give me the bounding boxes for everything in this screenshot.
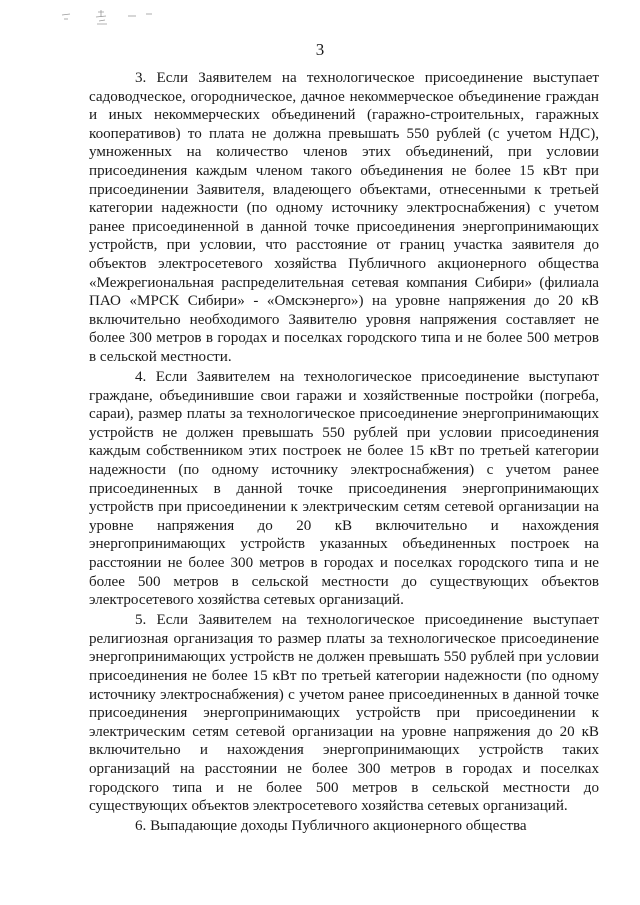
document-body [89,69,599,836]
paragraph-6: 6. Выпадающие доходы Публичного акционерного общества [135,818,527,835]
paragraph-4: 4. Если Заявителем на технологическое присоединение выступают граждане, объединившие свои гаражи и хозяйственные постройки (погреба, сараи), размер платы за технологическое присоединение энергопринимающих устройств не должен превышать 550 рублей при условии присоединения каждым собственником этих построек не более 15 кВт по третьей категории надежности (по одному источнику электроснабжения) с учетом ранее присоединенных в данной точке присоединения энергопринимающих устройств при присоединении к электрическим сетям сетевой организации на уровне напряжения до 20 кВ включительно и нахождения энергопринимающих устройств указанных объединенных построек на расстоянии не более 300 метров в городах и поселках городского типа и не более 500 метров в сельской местности до существующих объектов электросетевого хозяйства сетевых организаций. [89,369,599,609]
page-number: 3 [315,40,325,59]
paragraph-3: 3. Если Заявителем на технологическое присоединение выступает садоводческое, огородническое, дачное некоммерческое объединение граждан и иных некоммерческих объединений (гаражно-строительных, гаражных кооперативов) то плата не должна превышать 550 рублей (с учетом НДС), умноженных на количество членов этих объединений, при условии присоединения каждым членом такого объединения не более 15 кВт при присоединении Заявителя, владеющего объектами, отнесенными к третьей категории надежности (по одному источнику электроснабжения) с учетом ранее присоединенной в данной точке присоединения энергопринимающих устройств, при условии, что расстояние от границ участка заявителя до объектов электросетевого хозяйства Публичного акционерного общества «Межрегиональная распределительная сетевая компания Сибири» (филиала ПАО «МРСК Сибири» - «Омскэнерго») на уровне напряжения до 20 кВ включительно необходимого Заявителю уровня напряжения составляет не более 300 метров в городах и поселках городского типа и не более 500 метров в сельской местности. [89,70,599,365]
paragraph-5: 5. Если Заявителем на технологическое присоединение выступает религиозная организация то размер платы за технологическое присоединение энергопринимающих устройств не должен превышать 550 рублей при условии присоединения не более 15 кВт по третьей категории надежности (по одному источнику электроснабжения) с учетом ранее присоединенных в данной точке присоединения энергопринимающих устройств при присоединении к электрическим сетям сетевой организации на уровне напряжения до 20 кВ включительно и нахождения энергопринимающих устройств таких организаций на расстоянии не более 300 метров в городах и поселках городского типа и не более 500 метров в сельской местности до существующих объектов электросетевого хозяйства сетевых организаций. [89,612,599,815]
scan-artifact-marks [58,8,158,28]
